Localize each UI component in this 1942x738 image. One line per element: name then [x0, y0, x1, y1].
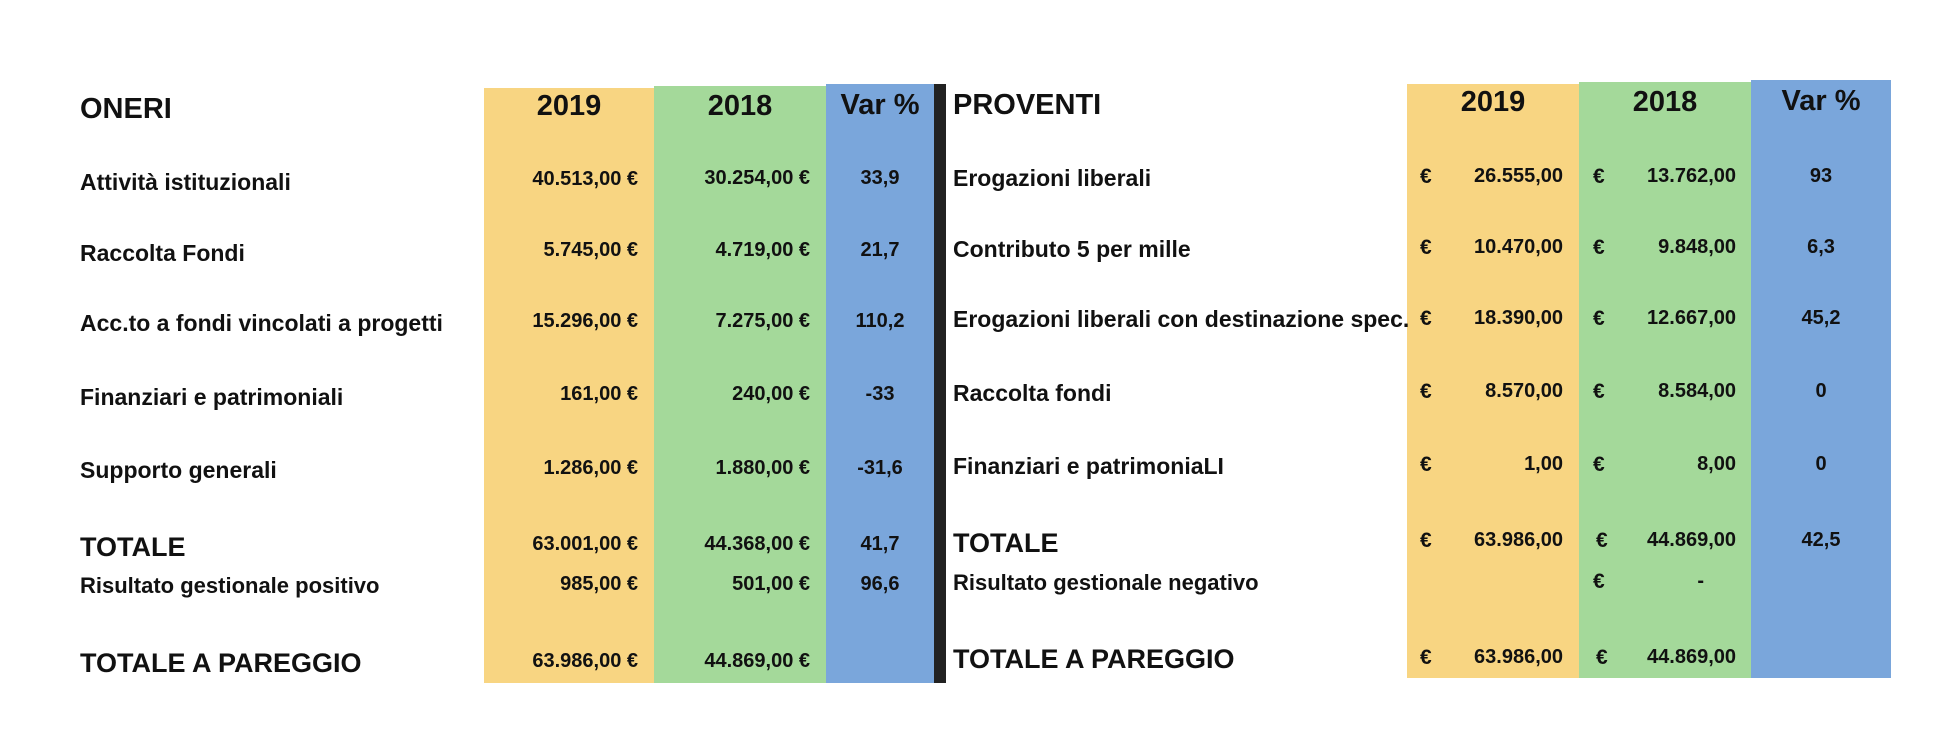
proventi-row-2019-currency: € — [1420, 380, 1432, 403]
proventi-row-2019: 26.555,00 — [1474, 165, 1563, 187]
oneri-row-2018: 4.719,00 € — [715, 239, 810, 261]
oneri-totale-var: 41,7 — [860, 533, 900, 555]
oneri-row-2018: 30.254,00 € — [704, 167, 810, 189]
proventi-pareggio-2018: 44.869,00 — [1647, 646, 1736, 668]
proventi-totale-2018-currency: € — [1596, 529, 1608, 552]
proventi-row-label: Contributo 5 per mille — [953, 236, 1191, 262]
proventi-totale-2018: 44.869,00 — [1647, 529, 1736, 551]
oneri-title: ONERI — [80, 93, 172, 125]
proventi-row-var: 0 — [1815, 453, 1827, 475]
oneri-pareggio-label: TOTALE A PAREGGIO — [80, 648, 362, 678]
proventi-row-2019-currency: € — [1420, 453, 1432, 476]
oneri-header-2019: 2019 — [536, 90, 602, 122]
proventi-totale-2019-currency: € — [1420, 529, 1432, 552]
oneri-header-2018: 2018 — [707, 90, 773, 122]
proventi-risultato-2018-currency: € — [1593, 570, 1605, 593]
proventi-row-2019: 8.570,00 — [1485, 380, 1563, 402]
proventi-risultato-label: Risultato gestionale negativo — [953, 570, 1259, 595]
proventi-row-2018-currency: € — [1593, 165, 1605, 188]
oneri-row-2018: 1.880,00 € — [715, 457, 810, 479]
oneri-row-2019: 1.286,00 € — [543, 457, 638, 479]
oneri-row-label: Acc.to a fondi vincolati a progetti — [80, 310, 443, 336]
proventi-row-label: Erogazioni liberali — [953, 165, 1152, 191]
proventi-row-2018-currency: € — [1593, 453, 1605, 476]
oneri-row-var: 110,2 — [855, 310, 905, 332]
proventi-row-label: Raccolta fondi — [953, 380, 1112, 406]
proventi-row-2019: 18.390,00 — [1474, 307, 1563, 329]
proventi-row-2019-currency: € — [1420, 236, 1432, 259]
oneri-totale-label: TOTALE — [80, 532, 186, 562]
oneri-row-2018: 7.275,00 € — [715, 310, 810, 332]
proventi-row-2018-currency: € — [1593, 236, 1605, 259]
proventi-row-var: 0 — [1815, 380, 1827, 402]
proventi-row-2018: 9.848,00 — [1658, 236, 1736, 258]
oneri-risultato-2018: 501,00 € — [732, 573, 810, 595]
proventi-row-2018: 12.667,00 — [1647, 307, 1736, 329]
oneri-row-label: Raccolta Fondi — [80, 240, 245, 266]
proventi-row-2019-currency: € — [1420, 307, 1432, 330]
oneri-totale-2019: 63.001,00 € — [532, 533, 638, 555]
proventi-row-2018: 8.584,00 — [1658, 380, 1736, 402]
oneri-row-var: -31,6 — [857, 457, 903, 479]
proventi-header-2019: 2019 — [1460, 86, 1526, 118]
oneri-pareggio-2019: 63.986,00 € — [532, 650, 638, 672]
oneri-risultato-label: Risultato gestionale positivo — [80, 573, 380, 598]
oneri-pareggio-2018: 44.869,00 € — [704, 650, 810, 672]
oneri-row-label: Attività istituzionali — [80, 169, 291, 195]
oneri-row-var: 33,9 — [860, 167, 900, 189]
proventi-totale-label: TOTALE — [953, 528, 1059, 558]
oneri-row-var: -33 — [865, 383, 895, 405]
oneri-row-2019: 40.513,00 € — [532, 168, 638, 190]
proventi-row-2018: 13.762,00 — [1647, 165, 1736, 187]
oneri-row-label: Finanziari e patrimoniali — [80, 384, 344, 410]
proventi-title: PROVENTI — [953, 89, 1102, 121]
oneri-row-2019: 5.745,00 € — [543, 239, 638, 261]
oneri-totale-2018: 44.368,00 € — [704, 533, 810, 555]
proventi-risultato-2018: - — [1697, 570, 1704, 592]
proventi-row-2019: 10.470,00 — [1474, 236, 1563, 258]
proventi-pareggio-2018-currency: € — [1596, 646, 1608, 669]
proventi-row-var: 6,3 — [1807, 236, 1835, 258]
oneri-risultato-2019: 985,00 € — [560, 573, 638, 595]
proventi-header-2018: 2018 — [1632, 86, 1698, 118]
oneri-row-2018: 240,00 € — [732, 383, 810, 405]
proventi-pareggio-2019: 63.986,00 — [1474, 646, 1563, 668]
oneri-row-label: Supporto generali — [80, 457, 277, 483]
oneri-row-2019: 161,00 € — [560, 383, 638, 405]
oneri-risultato-var: 96,6 — [860, 573, 900, 595]
proventi-header-var: Var % — [1781, 85, 1861, 117]
proventi-totale-var: 42,5 — [1801, 529, 1841, 551]
proventi-row-2019-currency: € — [1420, 165, 1432, 188]
proventi-row-var: 45,2 — [1801, 307, 1841, 329]
proventi-row-2018: 8,00 — [1697, 453, 1736, 475]
proventi-row-2018-currency: € — [1593, 307, 1605, 330]
proventi-row-var: 93 — [1809, 165, 1833, 187]
section-divider — [934, 84, 946, 683]
oneri-row-2019: 15.296,00 € — [532, 310, 638, 332]
oneri-row-var: 21,7 — [860, 239, 900, 261]
proventi-totale-2019: 63.986,00 — [1474, 529, 1563, 551]
proventi-row-2018-currency: € — [1593, 380, 1605, 403]
oneri-header-var: Var % — [840, 89, 920, 121]
proventi-row-2019: 1,00 — [1524, 453, 1563, 475]
proventi-pareggio-label: TOTALE A PAREGGIO — [953, 644, 1235, 674]
proventi-pareggio-2019-currency: € — [1420, 646, 1432, 669]
proventi-row-label: Finanziari e patrimoniaLI — [953, 453, 1224, 479]
proventi-row-label: Erogazioni liberali con destinazione spec. — [953, 306, 1410, 332]
